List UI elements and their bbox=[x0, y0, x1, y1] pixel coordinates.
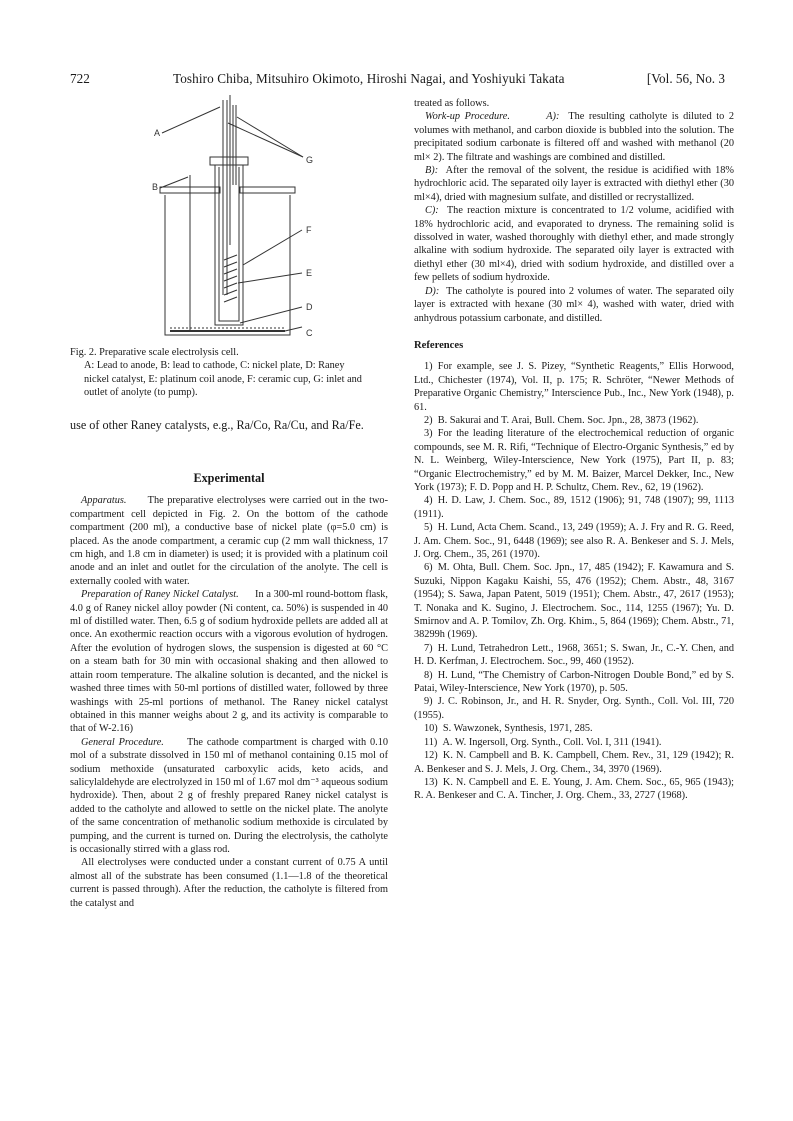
apparatus-label: Apparatus. bbox=[81, 495, 127, 507]
workup-d-text: The catholyte is poured into 2 volumes of water. The separated oily layer is extracted with hexane (30 ml× 4), washed with water, dried with anhydrous potassium carbonate, and distilled. bbox=[414, 285, 734, 324]
reference-text: S. Wawzonek, Synthesis, 1971, 285. bbox=[442, 723, 593, 735]
reference-text: For the leading literature of the electrochemical reduction of organic compounds, see M. R. Rifi, “Technique of Electro-Organic Synthesis,” ed by N. L. Weinberg, Wiley-Interscience, New York (1975), Part II, p. 83; “Organic Electrochemistry,” ed by M. M. Baizer, Marcel Dekker, Inc., New York (1973); F. D. Popp and H. P. Schultz, Chem. Rev., 62, 19 (1962). bbox=[414, 428, 734, 493]
reference-number: 11) bbox=[424, 736, 438, 748]
reference-number: 10) bbox=[424, 723, 438, 735]
reference-item bbox=[414, 360, 734, 414]
right-column bbox=[414, 97, 734, 803]
leader-e bbox=[238, 273, 302, 283]
workup-c-paragraph bbox=[414, 204, 734, 284]
reference-item bbox=[414, 494, 734, 521]
leader-g-1 bbox=[237, 117, 303, 157]
figure-label-g: G bbox=[306, 155, 314, 165]
reference-text: H. Lund, “The Chemistry of Carbon-Nitrogen Double Bond,” ed by S. Patai, Wiley-Interscience, New York (1970), p. 505. bbox=[414, 669, 734, 695]
reference-number: 1) bbox=[424, 361, 433, 373]
cup-collar bbox=[210, 157, 248, 165]
workup-b-label: B): bbox=[425, 165, 439, 177]
apparatus-text: The preparative electrolyses were carried out in the two-compartment cell depicted in Fig. 2. On the bottom of the cathode compartment (200 ml), a conductive base of nickel plate (φ=5.0 cm) is placed. As the anode compartment, a ceramic cup (2 mm wall thickness, 17 cm high, and 1.8 cm in diameter) is used; it is provided with a platinum coil anode and an inlet and outlet for the circulation of the anolyte. The cell is externally cooled with water. bbox=[70, 495, 388, 587]
reference-item bbox=[414, 669, 734, 696]
references-title: References bbox=[414, 339, 464, 351]
leader-a bbox=[162, 107, 220, 133]
reference-text: H. D. Law, J. Chem. Soc., 89, 1512 (1906); 91, 748 (1907); 99, 1113 (1911). bbox=[414, 495, 734, 520]
reference-number: 5) bbox=[424, 522, 433, 534]
cell-lid-right bbox=[240, 187, 295, 193]
reference-number: 12) bbox=[424, 750, 438, 762]
reference-item bbox=[414, 427, 734, 494]
workup-label: Work-up Procedure. bbox=[425, 111, 510, 123]
figure-caption bbox=[70, 346, 372, 400]
apparatus-paragraph bbox=[70, 494, 388, 588]
reference-text: K. N. Campbell and B. K. Campbell, Chem. Rev., 31, 129 (1942); R. A. Benkeser and S. J. Mels, J. Org. Chem., 34, 3970 (1969). bbox=[414, 750, 734, 775]
reference-item bbox=[414, 642, 734, 669]
left-column-continuation: use of other Raney catalysts, e.g., Ra/Co, Ra/Cu, and Ra/Fe. bbox=[70, 418, 364, 432]
general-text: The cathode compartment is charged with 0.10 mol of a substrate dissolved in 150 ml of methanol containing 0.15 mol of sodium methoxide (unsaturated carboxylic acids, keto acids, and salicylaldehyde are electrolyzed in 150 ml of 1.67 mol dm⁻³ aqueous sodium hydroxide). Then, about 2 g of freshly prepared Raney nickel catalyst is added to the catholyte and allowed to settle on the nickel plate. The anolyte of the same concentration of methanolic sodium methoxide is circulated by pumping, and the current is turned on. During the electrolysis, the catholyte is occasionally stirred with a glass rod. bbox=[70, 736, 389, 855]
workup-a-paragraph bbox=[414, 110, 734, 164]
authors-line: Toshiro Chiba, Mitsuhiro Okimoto, Hiroshi Nagai, and Yoshiyuki Takata bbox=[173, 71, 565, 86]
reference-text: For example, see J. S. Pizey, “Synthetic Reagents,” Ellis Horwood, Ltd., Chichester (1974), Vol. II, p. 175; R. Schröter, “Newer Methods of Preparative Organic Chemistry,” Interscience Pub., Inc., New York (1948), p. 61. bbox=[414, 361, 734, 413]
raney-label: Preparation of Raney Nickel Catalyst. bbox=[81, 589, 239, 601]
reference-number: 2) bbox=[424, 414, 433, 426]
reference-item bbox=[414, 521, 734, 561]
reference-item bbox=[414, 776, 734, 803]
reference-number: 8) bbox=[424, 669, 433, 681]
experimental-title: Experimental bbox=[193, 471, 265, 485]
reference-number: 6) bbox=[424, 562, 433, 574]
workup-a-text: The resulting catholyte is diluted to 2 volumes with methanol, and carbon dioxide is bubbled into the solution. The precipitated sodium carbonate is filtered off and washed with methanol (20 ml× 2). The filtrate and washings are combined and distilled. bbox=[414, 111, 734, 163]
workup-d-paragraph bbox=[414, 285, 734, 325]
workup-c-label: C): bbox=[425, 205, 439, 217]
reference-text: K. N. Campbell and E. E. Young, J. Am. Chem. Soc., 65, 965 (1943); R. A. Benkeser and C. A. Tincher, J. Org. Chem., 33, 2727 (1968). bbox=[414, 776, 734, 802]
figure-label-f: F bbox=[306, 225, 312, 235]
reference-item bbox=[414, 695, 734, 722]
workup-a-label: A): bbox=[546, 111, 560, 123]
experimental-section bbox=[70, 472, 388, 910]
reference-number: 4) bbox=[424, 495, 433, 507]
reference-number: 7) bbox=[424, 642, 433, 654]
reference-item bbox=[414, 414, 734, 427]
workup-c-text: The reaction mixture is concentrated to 1/2 volume, acidified with 18% hydrochloric acid, and evaporated to dryness. The remaining solid is dissolved in water, washed thoroughly with diethyl ether, and made strongly alkaline with sodium hydroxide. The separated oily layer is extracted with diethyl ether (30 ml×4), dried with sodium hydroxide, and distilled over a few pellets of sodium hydroxide. bbox=[414, 205, 734, 284]
reference-item bbox=[414, 736, 734, 749]
reference-text: H. Lund, Tetrahedron Lett., 1968, 3651; S. Swan, Jr., C.-Y. Chen, and H. D. Kerfman, J. Electrochem. Soc., 99, 460 (1952). bbox=[414, 642, 734, 668]
reference-list bbox=[414, 360, 734, 802]
electrolysis-cell-figure bbox=[140, 95, 330, 340]
reference-number: 13) bbox=[424, 776, 438, 788]
reference-number: 3) bbox=[424, 428, 433, 440]
raney-paragraph bbox=[70, 588, 388, 735]
leader-g-2 bbox=[228, 123, 303, 157]
reference-text: B. Sakurai and T. Arai, Bull. Chem. Soc. Jpn., 28, 3873 (1962). bbox=[437, 414, 699, 426]
all-electrolyses-paragraph: All electrolyses were conducted under a constant current of 0.75 A until almost all of the substrate has been consumed (1.1—1.8 of the theoretical current is passed through). After the reduction, the catholyte is filtered from the catalyst and bbox=[70, 857, 388, 909]
figure-label-a: A bbox=[154, 128, 161, 138]
leader-f bbox=[243, 230, 302, 265]
figure-label-d: D bbox=[306, 302, 313, 312]
reference-item bbox=[414, 749, 734, 776]
caption-title: Fig. 2. Preparative scale electrolysis cell. bbox=[70, 347, 239, 358]
reference-text: A. W. Ingersoll, Org. Synth., Coll. Vol. I, 311 (1941). bbox=[442, 736, 662, 748]
leader-d bbox=[240, 307, 302, 323]
leader-c bbox=[285, 327, 302, 331]
page-number: 722 bbox=[70, 71, 90, 86]
workup-b-paragraph bbox=[414, 164, 734, 204]
treated-line: treated as follows. bbox=[414, 98, 490, 109]
leader-b bbox=[160, 177, 188, 188]
figure-label-c: C bbox=[306, 328, 313, 338]
reference-text: H. Lund, Acta Chem. Scand., 13, 249 (1959); A. J. Fry and R. G. Reed, J. Am. Chem. Soc., 91, 6448 (1969); see also R. A. Benkeser and S. J. Mels, J. Org. Chem., 35, 261 (1970). bbox=[414, 522, 734, 560]
general-label: General Procedure. bbox=[81, 736, 164, 748]
caption-body: A: Lead to anode, B: lead to cathode, C: nickel plate, D: Raney nickel catalyst, E: platinum coil anode, F: ceramic cup, G: inlet and outlet of anolyte (to pump). bbox=[84, 360, 362, 399]
workup-d-label: D): bbox=[425, 285, 440, 297]
raney-text: In a 300-ml round-bottom flask, 4.0 g of Raney nickel alloy powder (Ni content, ca. 50%) is suspended in 40 ml of distilled water. Then, 6.5 g of sodium hydroxide pellets are added all at once. An exothermic reaction occurs with a vigorous evolution of hydrogen. After the evolution of hydrogen slows, the suspension is digested at 60 °C on a steam bath for 30 min with occasional shaking and then allowed to attain room temperature. The alkaline solution is decanted, and the nickel is washed three times with 50-ml portions of distilled water, followed by three washings with 25-ml portions of methanol. The Raney nickel catalyst obtained in this manner weighs about 2 g, and its activity is comparable to that of W-2.16) bbox=[70, 589, 388, 735]
volume-label: [Vol. 56, No. 3 bbox=[646, 71, 725, 86]
figure-label-e: E bbox=[306, 268, 313, 278]
reference-number: 9) bbox=[424, 696, 433, 708]
workup-b-text: After the removal of the solvent, the residue is acidified with 18% hydrochloric acid. The separated oily layer is extracted with diethyl ether (30 ml×4), dried with magnesium sulfate, and distilled or recrystallized. bbox=[414, 165, 734, 203]
reference-text: M. Ohta, Bull. Chem. Soc. Jpn., 17, 485 (1942); F. Kawamura and S. Suzuki, Nippon Kagaku Kaishi, 55, 476 (1952); Chem. Abstr., 48, 3167 (1954); S. Sawa, Japan Patent, 5019 (1951); Chem. Abstr., 47, 2617 (1953); T. Nonaka and K. Sugino, J. Electrochem. Soc., 114, 1255 (1967); Yu. D. Smirnov and A. P. Tomilov, Zh. Org. Khim., 5, 864 (1969); Chem. Abstr., 71, 38299h (1969). bbox=[414, 562, 734, 641]
reference-text: J. C. Robinson, Jr., and H. R. Snyder, Org. Synth., Coll. Vol. III, 720 (1955). bbox=[414, 696, 734, 721]
general-paragraph bbox=[70, 736, 388, 857]
reference-item bbox=[414, 561, 734, 641]
figure-label-b: B bbox=[152, 182, 159, 192]
platinum-coil-anode bbox=[224, 255, 237, 302]
reference-item bbox=[414, 722, 734, 735]
running-header bbox=[70, 71, 725, 89]
